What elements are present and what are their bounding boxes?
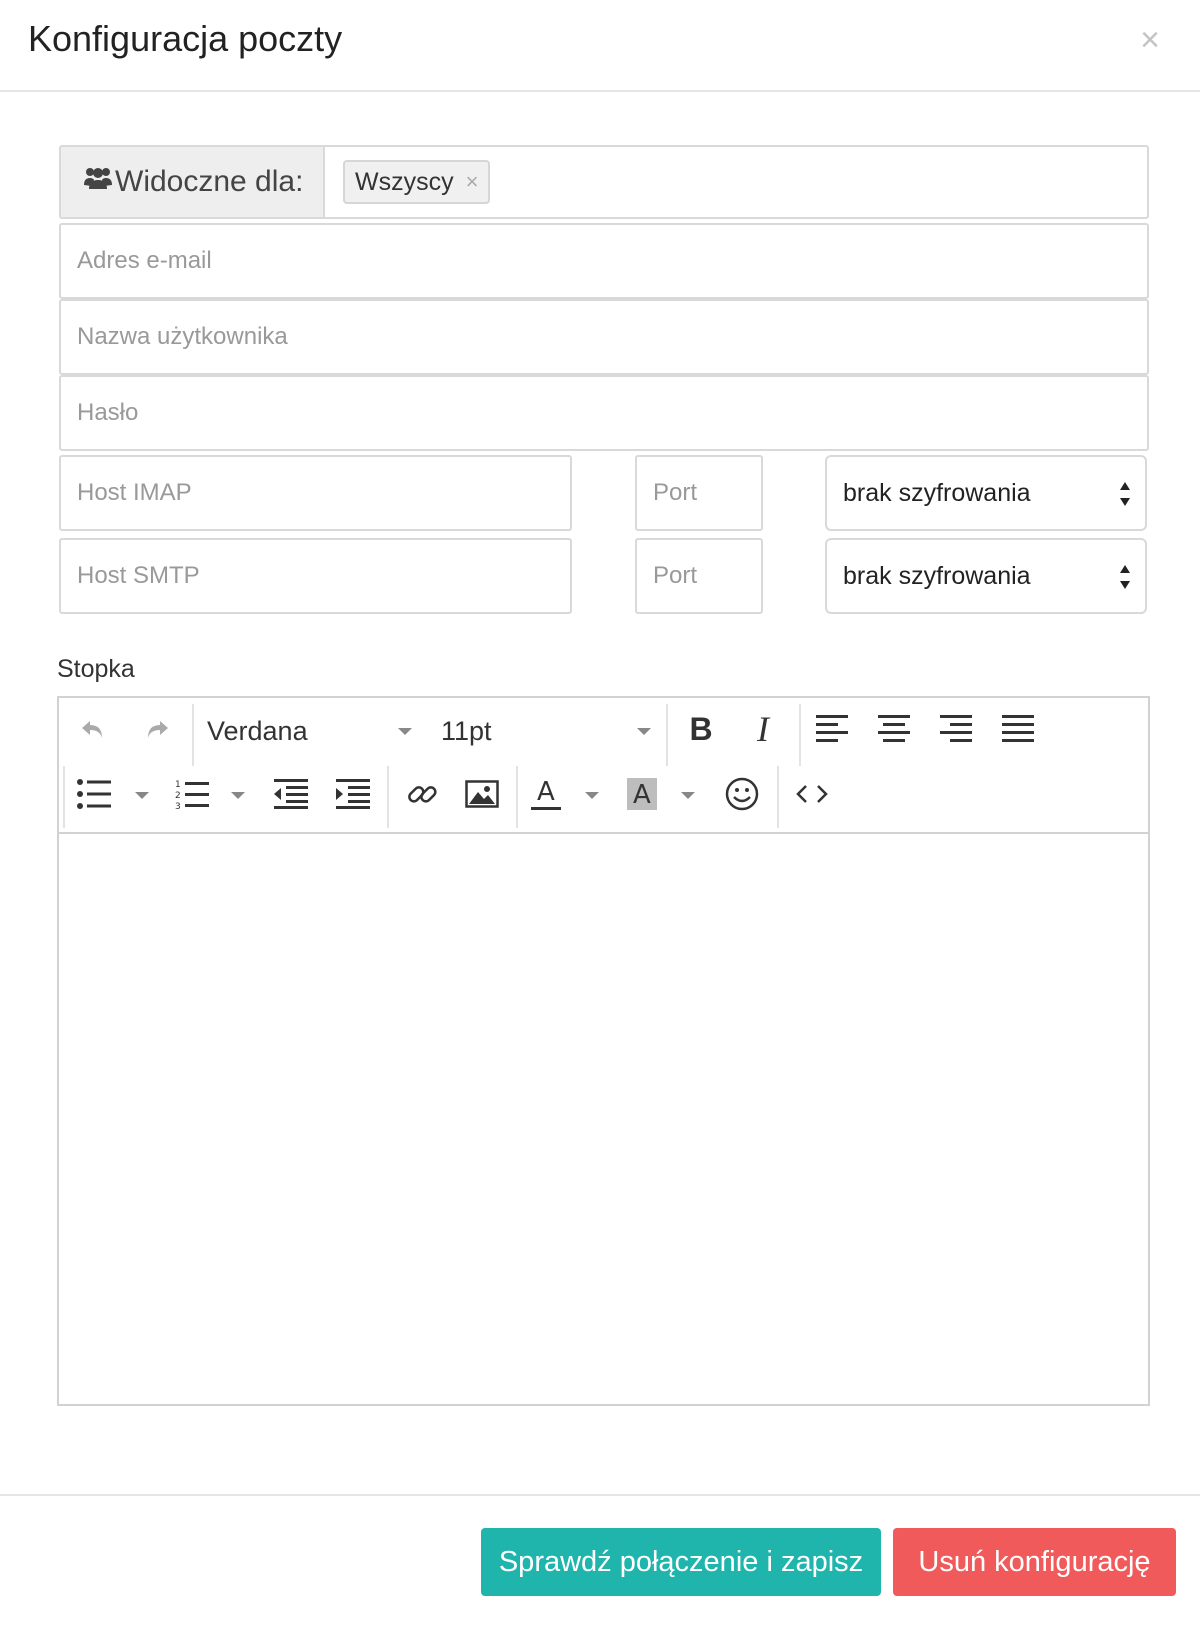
visibility-tag-label: Wszyscy	[355, 167, 454, 196]
image-icon	[465, 780, 499, 808]
insert-image-button[interactable]	[459, 774, 505, 814]
indent-icon	[336, 779, 370, 809]
chevron-down-icon	[585, 792, 599, 799]
chevron-down-icon	[135, 792, 149, 799]
modal-footer	[0, 1494, 1200, 1628]
align-center-icon	[878, 714, 910, 742]
select-arrows-icon	[1119, 479, 1131, 509]
chevron-down-icon	[398, 728, 412, 735]
outdent-button[interactable]	[269, 774, 313, 814]
smtp-host-field[interactable]	[59, 538, 572, 614]
email-field[interactable]	[59, 223, 1149, 299]
imap-encryption-value: brak szyfrowania	[843, 478, 1031, 507]
modal-title: Konfiguracja poczty	[28, 18, 343, 59]
background-color-button[interactable]	[625, 772, 705, 816]
font-family-select[interactable]	[207, 706, 412, 756]
font-size-value: 11pt	[441, 715, 492, 746]
toolbar-separator	[799, 704, 801, 766]
svg-text:A: A	[537, 777, 555, 807]
toolbar-separator	[63, 766, 65, 828]
link-icon	[405, 777, 439, 811]
indent-button[interactable]	[331, 774, 375, 814]
smtp-encryption-select[interactable]	[825, 538, 1147, 614]
font-family-value: Verdana	[207, 715, 308, 746]
test-and-save-button[interactable]: Sprawdź połączenie i zapisz	[481, 1528, 881, 1596]
users-icon	[83, 165, 115, 199]
username-field[interactable]	[59, 299, 1149, 375]
bullet-list-button[interactable]	[77, 774, 157, 814]
visibility-tag	[343, 160, 490, 204]
redo-button[interactable]	[137, 710, 177, 750]
align-justify-button[interactable]	[997, 708, 1039, 748]
select-arrows-icon	[1119, 562, 1131, 592]
undo-icon	[80, 718, 106, 742]
source-code-button[interactable]	[789, 774, 835, 814]
editor-content-area[interactable]	[59, 836, 1148, 1404]
imap-port-field[interactable]	[635, 455, 763, 531]
toolbar-separator	[516, 766, 518, 828]
chevron-down-icon	[637, 728, 651, 735]
undo-button[interactable]	[73, 710, 113, 750]
close-button[interactable]: ×	[1140, 21, 1160, 59]
editor-toolbar	[59, 698, 1148, 834]
bold-button[interactable]	[679, 706, 723, 752]
svg-text:A: A	[633, 780, 651, 810]
redo-icon	[144, 718, 170, 742]
numbered-list-button[interactable]	[175, 774, 255, 814]
align-right-icon	[940, 714, 972, 742]
password-field[interactable]	[59, 375, 1149, 451]
text-color-button[interactable]	[529, 772, 609, 816]
align-right-button[interactable]	[935, 708, 977, 748]
visibility-tags-input[interactable]	[325, 147, 1147, 217]
emoji-icon	[725, 777, 759, 811]
bullet-list-icon	[77, 779, 111, 809]
toolbar-separator	[666, 704, 668, 766]
delete-config-button[interactable]: Usuń konfigurację	[893, 1528, 1176, 1596]
italic-icon: I	[757, 709, 769, 749]
svg-text:2: 2	[175, 791, 181, 801]
text-color-icon	[529, 776, 563, 812]
chevron-down-icon	[681, 792, 695, 799]
toolbar-separator	[387, 766, 389, 828]
align-justify-icon	[1002, 714, 1034, 742]
align-left-icon	[816, 714, 848, 742]
imap-host-field[interactable]	[59, 455, 572, 531]
italic-button[interactable]	[741, 706, 785, 752]
toolbar-separator	[777, 766, 779, 828]
rich-text-editor	[57, 696, 1150, 1406]
chevron-down-icon	[231, 792, 245, 799]
align-left-button[interactable]	[811, 708, 853, 748]
align-center-button[interactable]	[873, 708, 915, 748]
source-code-icon	[796, 784, 828, 804]
imap-encryption-select[interactable]	[825, 455, 1147, 531]
svg-text:1: 1	[175, 780, 181, 790]
toolbar-separator	[192, 704, 194, 766]
modal-header	[0, 0, 1200, 92]
visibility-addon	[61, 147, 325, 217]
smtp-encryption-value: brak szyfrowania	[843, 561, 1031, 590]
outdent-icon	[274, 779, 308, 809]
smtp-port-field[interactable]	[635, 538, 763, 614]
footer-label: Stopka	[57, 655, 135, 683]
background-color-icon	[625, 776, 659, 812]
tag-remove-icon[interactable]: ×	[465, 169, 479, 194]
font-size-select[interactable]	[441, 706, 651, 756]
numbered-list-icon	[175, 778, 209, 810]
visibility-label: Widoczne dla:	[115, 165, 304, 198]
visibility-group	[59, 145, 1149, 219]
emoji-button[interactable]	[719, 772, 765, 816]
svg-text:3: 3	[175, 802, 181, 810]
bold-icon: B	[689, 710, 713, 747]
insert-link-button[interactable]	[399, 774, 445, 814]
